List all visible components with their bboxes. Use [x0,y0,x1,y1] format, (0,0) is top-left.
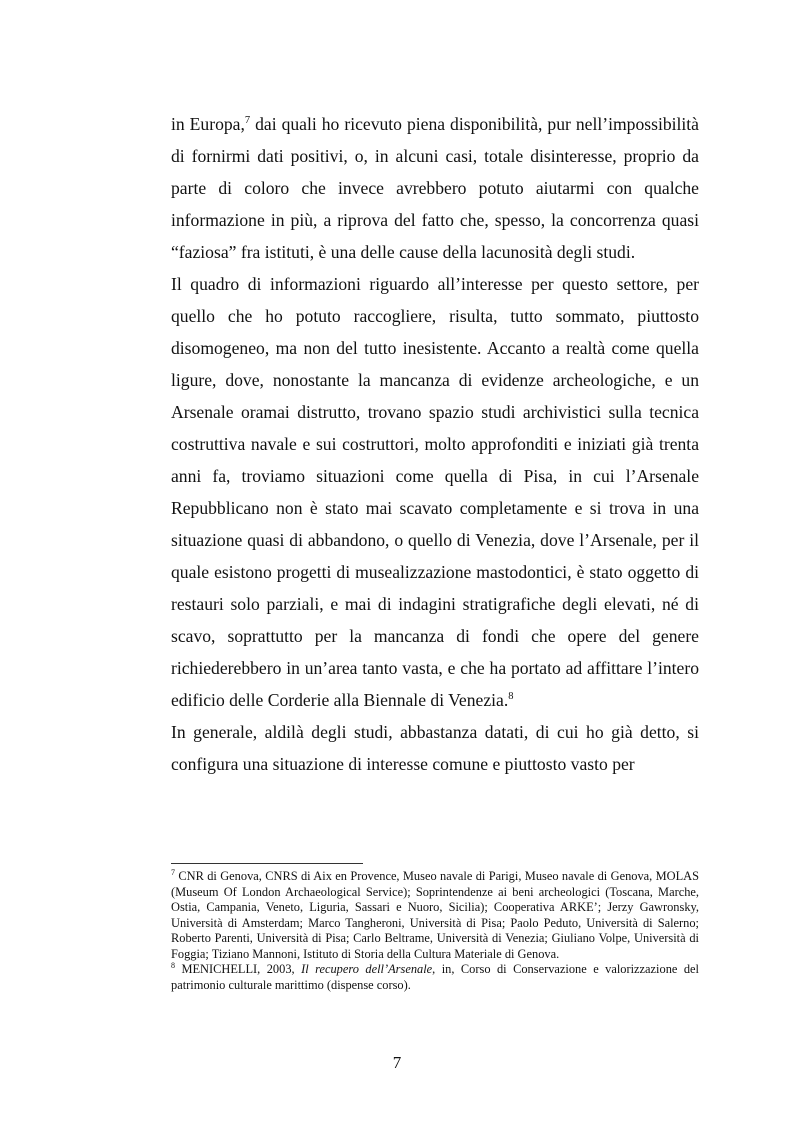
paragraph-1-text-start: in Europa, [171,114,245,134]
body-text [171,108,699,780]
footnote-7-number: 7 [171,868,175,877]
paragraph-1 [171,108,699,268]
paragraph-1-text-end: dai quali ho ricevuto piena disponibilità, pur nell’impossibilità di fornirmi dati positivi, o, in alcuni casi, totale disinteresse, proprio da parte di coloro che invece avrebbero potuto aiutarmi con qualche informazione in più, a riprova del fatto che, spesso, la concorrenza quasi “faziosa” fra istituti, è una delle cause della lacunosità degli studi. [171,114,699,262]
footnote-ref-8: 8 [508,691,514,702]
footnote-8-author: MENICHELLI, 2003, [175,962,302,976]
footnote-8-rest: , in, Corso di Conservazione e valorizzazione del patrimonio culturale marittimo (dispense corso). [171,962,699,992]
footnote-7-text: CNR di Genova, CNRS di Aix en Provence, Museo navale di Parigi, Museo navale di Genova, MOLAS (Museum Of London Archaeological Service); Soprintendenze ai beni archeologici (Toscana, Marche, Ostia, Campania, Veneto, Liguria, Sassari e Nuoro, Sicilia); Cooperativa ARKE’; Jerzy Gawronsky, Università di Amsterdam; Marco Tangheroni, Università di Pisa; Paolo Peduto, Università di Salerno; Roberto Parenti, Università di Pisa; Carlo Beltrame, Università di Venezia; Giuliano Volpe, Università di Foggia; Tiziano Mannoni, Istituto di Storia della Cultura Materiale di Genova. [171,869,699,961]
footnote-separator [171,863,363,864]
paragraph-2-text: Il quadro di informazioni riguardo all’interesse per questo settore, per quello che ho potuto raccogliere, risulta, tutto sommato, piuttosto disomogeneo, ma non del tutto inesistente. Accanto a realtà come quella ligure, dove, nonostante la mancanza di evidenze archeologiche, e un Arsenale oramai distrutto, trovano spazio studi archivistici sulla tecnica costruttiva navale e sui costruttori, molto approfonditi e iniziati già trenta anni fa, troviamo situazioni come quella di Pisa, in cui l’Arsenale Repubblicano non è stato mai scavato completamente e si trova in una situazione quasi di abbandono, o quello di Venezia, dove l’Arsenale, per il quale esistono progetti di musealizzazione mastodontici, è stato oggetto di restauri solo parziali, e mai di indagini stratigrafiche degli elevati, né di scavo, soprattutto per la mancanza di fondi che opere del genere richiederebbero in un’area tanto vasta, e che ha portato ad affittare l’intero edificio delle Corderie alla Biennale di Venezia. [171,274,699,710]
paragraph-2 [171,268,699,716]
page-number: 7 [392,1053,402,1072]
footnote-8-number: 8 [171,961,175,970]
footnote-8 [171,962,699,993]
paragraph-3: In generale, aldilà degli studi, abbastanza datati, di cui ho già detto, si configura una situazione di interesse comune e piuttosto vasto per [171,722,699,774]
footnote-7 [171,869,699,962]
footnote-8-title: Il recupero dell’Arsenale [301,962,433,976]
footnotes [171,869,699,993]
footnote-ref-7: 7 [244,115,251,126]
